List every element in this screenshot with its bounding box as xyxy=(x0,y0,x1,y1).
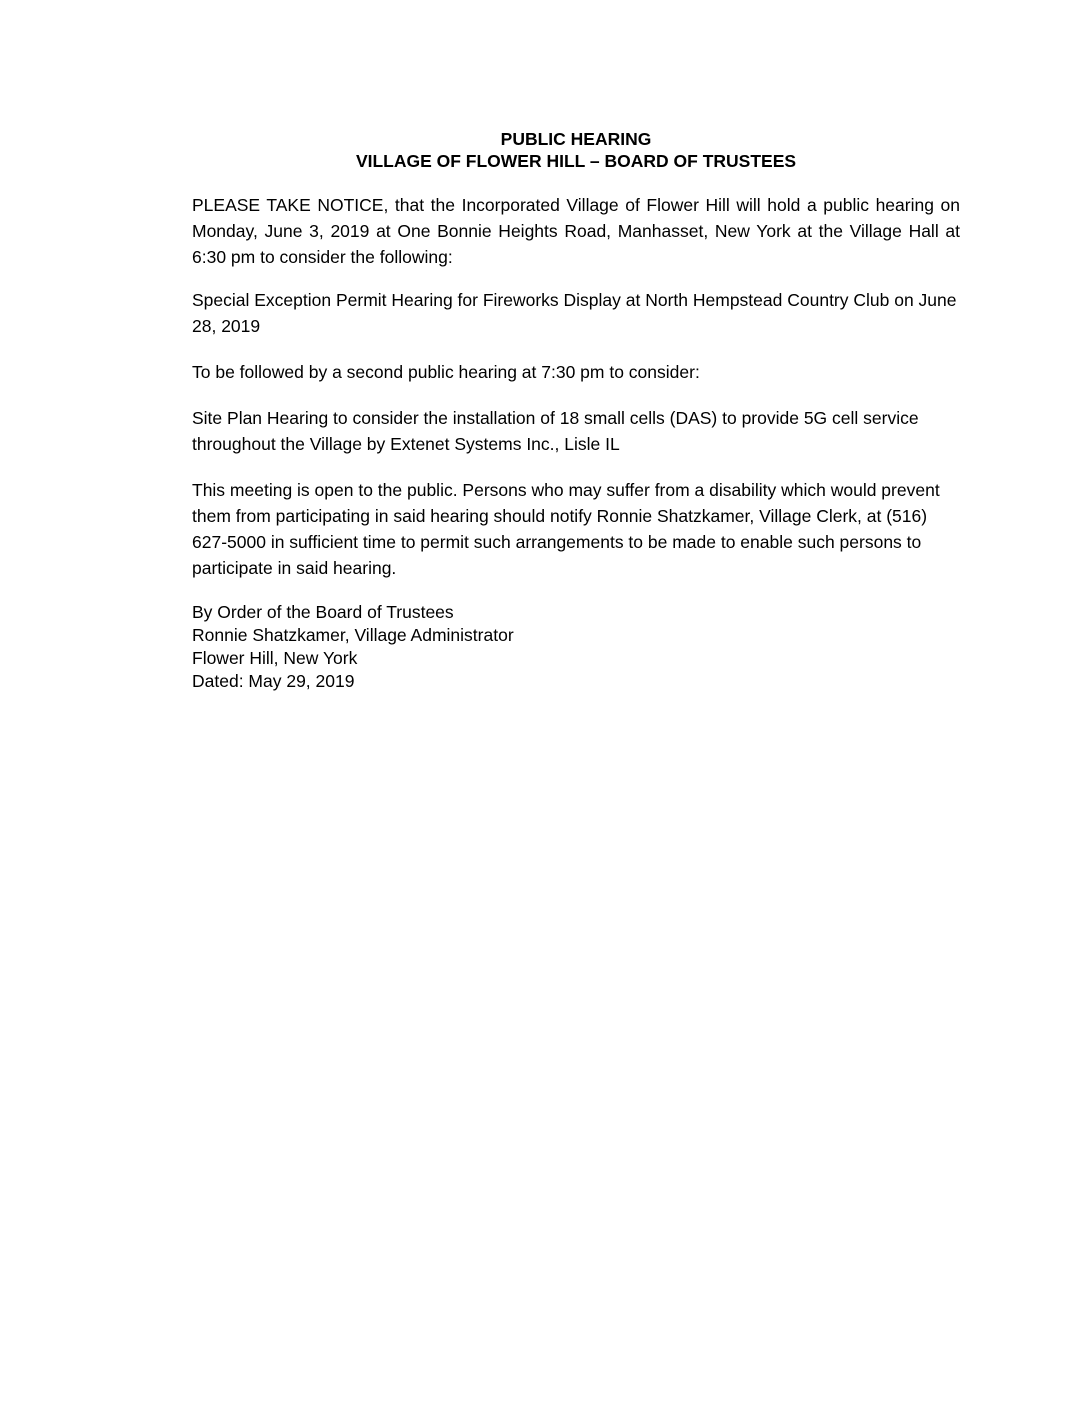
signature-order-line: By Order of the Board of Trustees xyxy=(192,602,454,622)
notice-subtitle: VILLAGE OF FLOWER HILL – BOARD OF TRUSTEES xyxy=(355,151,797,171)
notice-title: PUBLIC HEARING xyxy=(500,129,652,149)
signature-name-line: Ronnie Shatzkamer, Village Administrator xyxy=(192,625,514,645)
signature-block xyxy=(192,601,960,693)
hearing-item-site-plan: Site Plan Hearing to consider the installation of 18 small cells (DAS) to provide 5G cell service throughout the Village by Extenet Systems Inc., Lisle IL xyxy=(192,408,919,454)
accessibility-notice-paragraph: This meeting is open to the public. Persons who may suffer from a disability which would prevent them from participating in said hearing should notify Ronnie Shatzkamer, Village Clerk, at (516) 627-5000 in sufficient time to permit such arrangements to be made to enable such persons to participate in said hearing. xyxy=(192,480,940,578)
signature-date-line: Dated: May 29, 2019 xyxy=(192,671,355,691)
second-hearing-paragraph: To be followed by a second public hearing at 7:30 pm to consider: xyxy=(192,362,700,382)
hearing-item-fireworks: Special Exception Permit Hearing for Fireworks Display at North Hempstead Country Club on June 28, 2019 xyxy=(192,290,957,336)
intro-paragraph: PLEASE TAKE NOTICE, that the Incorporated Village of Flower Hill will hold a public hearing on Monday, June 3, 2019 at One Bonnie Heights Road, Manhasset, New York at the Village Hall at 6:30 pm to consider the following: xyxy=(192,195,960,267)
signature-location-line: Flower Hill, New York xyxy=(192,648,358,668)
notice-content xyxy=(192,128,960,693)
